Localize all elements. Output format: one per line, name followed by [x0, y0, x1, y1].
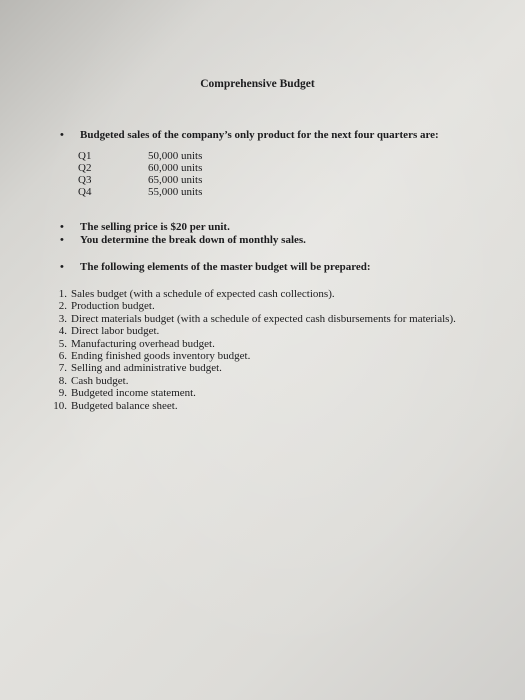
list-item [48, 362, 466, 374]
document-title: Comprehensive Budget [200, 78, 315, 90]
list-item [48, 288, 466, 300]
bullet-monthly-sales-text: You determine the break down of monthly sales. [80, 234, 306, 246]
list-item-text: Direct labor budget. [71, 325, 160, 338]
list-item-number: 1. [58, 288, 67, 300]
quarter-label: Q3 [78, 174, 92, 186]
bullet-budget-elements [60, 261, 371, 273]
list-item [48, 375, 466, 387]
list-item-number: 6. [58, 350, 67, 363]
list-item-number: 3. [58, 312, 67, 325]
list-item-text: Sales budget (with a schedule of expected cash collections). [71, 288, 335, 300]
bullet-dot: • [60, 129, 64, 141]
quarter-units: 65,000 units [148, 174, 203, 186]
quarter-row [78, 186, 202, 198]
list-item-text: Manufacturing overhead budget. [71, 337, 215, 350]
bullet-selling-price-text: The selling price is $20 per unit. [80, 221, 230, 233]
list-item-number: 9. [58, 387, 67, 400]
list-item [48, 350, 466, 362]
budget-elements-list [48, 288, 466, 412]
bullet-selling-price [60, 221, 230, 233]
quarter-units: 50,000 units [148, 150, 203, 162]
quarterly-sales-list [78, 150, 202, 198]
list-item-text: Budgeted balance sheet. [71, 399, 178, 412]
quarter-label: Q4 [78, 186, 92, 198]
list-item-number: 10. [53, 399, 67, 412]
quarter-label: Q2 [78, 162, 92, 174]
list-item-text: Direct materials budget (with a schedule of expected cash disbursements for materials). [71, 312, 456, 325]
list-item-number: 5. [58, 337, 67, 350]
list-item [48, 338, 466, 350]
quarter-label: Q1 [78, 150, 92, 162]
bullet-monthly-sales [60, 234, 306, 246]
bullet-sales-intro [60, 129, 439, 141]
list-item-text: Production budget. [71, 300, 155, 313]
bullet-sales-intro-text: Budgeted sales of the company’s only product for the next four quarters are: [80, 129, 439, 141]
list-item-text: Ending finished goods inventory budget. [71, 350, 251, 363]
list-item [48, 300, 466, 312]
bullet-dot: • [60, 234, 64, 246]
list-item-number: 4. [58, 325, 67, 338]
list-item [48, 400, 466, 412]
list-item-text: Budgeted income statement. [71, 387, 196, 400]
list-item-number: 7. [58, 362, 67, 375]
list-item-number: 2. [58, 300, 67, 313]
quarter-row [78, 174, 202, 186]
bullet-dot: • [60, 261, 64, 273]
bullet-budget-elements-text: The following elements of the master budget will be prepared: [80, 261, 371, 273]
list-item-text: Selling and administrative budget. [71, 362, 222, 375]
quarter-units: 60,000 units [148, 162, 203, 174]
quarter-units: 55,000 units [148, 186, 203, 198]
bullet-dot: • [60, 221, 64, 233]
list-item-text: Cash budget. [71, 374, 129, 387]
quarter-row [78, 162, 202, 174]
list-item [48, 313, 466, 325]
list-item [48, 325, 466, 337]
list-item [48, 387, 466, 399]
list-item-number: 8. [58, 374, 67, 387]
quarter-row [78, 150, 202, 162]
